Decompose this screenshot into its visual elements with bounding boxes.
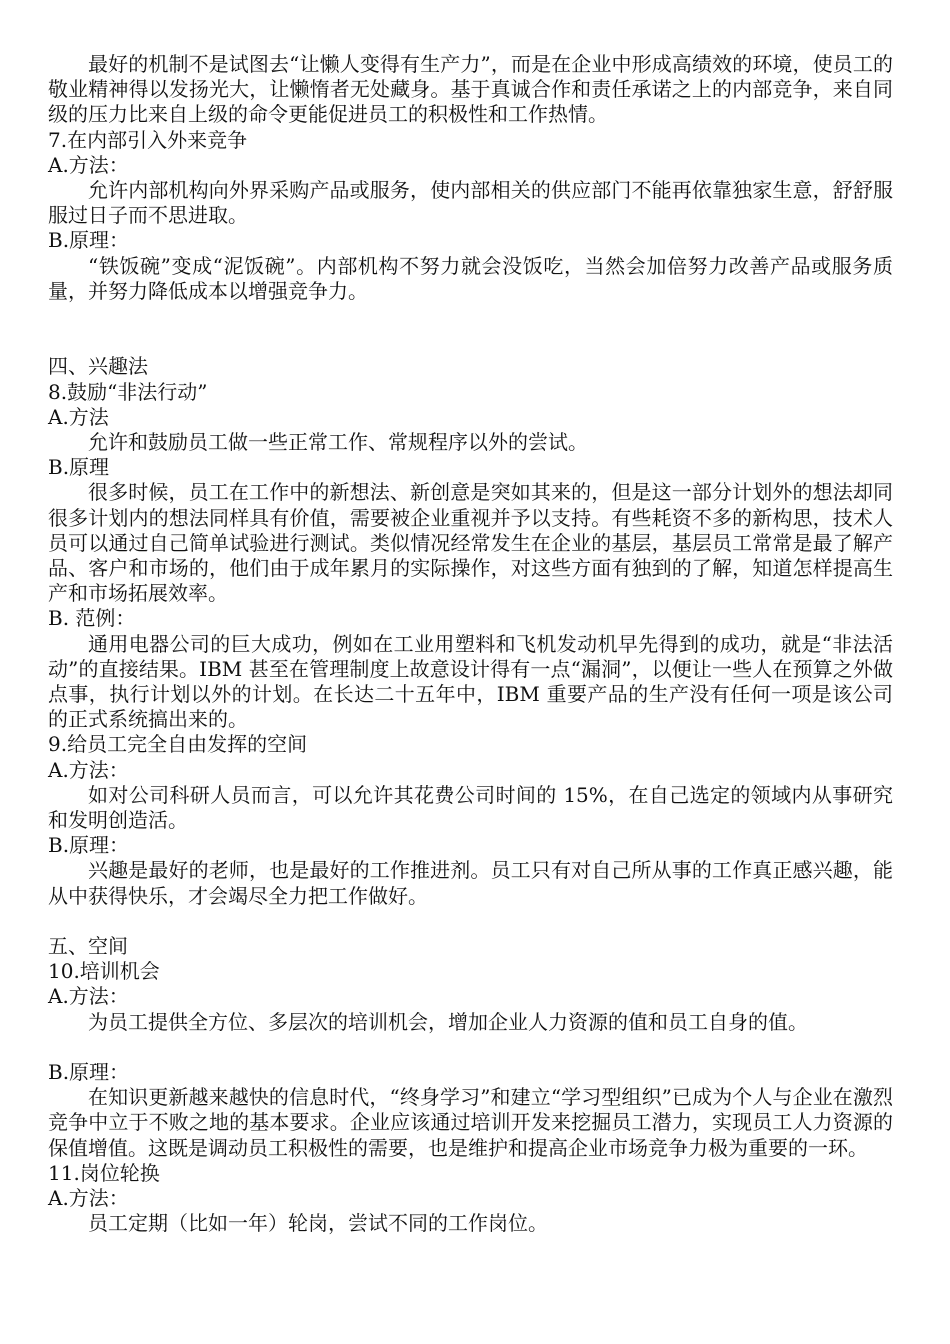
item-7-method-label: A.方法： bbox=[48, 152, 129, 177]
spacer bbox=[48, 304, 893, 354]
item-8-principle-label: B.原理 bbox=[48, 455, 110, 480]
section-4-heading: 四、兴趣法 bbox=[48, 354, 148, 379]
item-10-title: 10.培训机会 bbox=[48, 959, 160, 984]
item-9-principle-label: B.原理： bbox=[48, 833, 130, 858]
item-8-example-label: B. 范例： bbox=[48, 606, 136, 631]
item-7-principle-label: B.原理： bbox=[48, 228, 130, 253]
item-11-title: 11.岗位轮换 bbox=[48, 1160, 160, 1185]
document-page bbox=[48, 52, 893, 1237]
item-7-method-text: 允许内部机构向外界采购产品或服务，使内部相关的供应部门不能再依靠独家生意，舒舒服服过日子而不思进取。 bbox=[48, 178, 893, 228]
item-8-method-text: 允许和鼓励员工做一些正常工作、常规程序以外的尝试。 bbox=[88, 430, 588, 455]
item-7-principle-text: “铁饭碗”变成“泥饭碗”。内部机构不努力就会没饭吃，当然会加倍努力改善产品或服务质量，并努力降低成本以增强竞争力。 bbox=[48, 253, 893, 303]
spacer bbox=[48, 1035, 893, 1060]
item-8-title: 8.鼓励“非法行动” bbox=[48, 379, 208, 404]
item-7-title: 7.在内部引入外来竞争 bbox=[48, 127, 248, 152]
item-11-method-text: 员工定期（比如一年）轮岗，尝试不同的工作岗位。 bbox=[88, 1211, 548, 1236]
intro-paragraph: 最好的机制不是试图去“让懒人变得有生产力”，而是在企业中形成高绩效的环境，使员工的敬业精神得以发扬光大，让懒惰者无处藏身。基于真诚合作和责任承诺之上的内部竞争，来自同级的压力比来自上级的命令更能促进员工的积极性和工作热情。 bbox=[48, 52, 893, 127]
item-8-principle-text: 很多时候，员工在工作中的新想法、新创意是突如其来的，但是这一部分计划外的想法却同很多计划内的想法同样具有价值，需要被企业重视并予以支持。有些耗资不多的新构思，技术人员可以通过自己简单试验进行测试。类似情况经常发生在企业的基层，基层员工常常是最了解产品、客户和市场的，他们由于成年累月的实际操作，对这些方面有独到的了解，知道怎样提高生产和市场拓展效率。 bbox=[48, 480, 893, 606]
item-8-method-label: A.方法 bbox=[48, 404, 109, 429]
item-9-method-label: A.方法： bbox=[48, 757, 129, 782]
item-11-method-label: A.方法： bbox=[48, 1186, 129, 1211]
item-10-method-label: A.方法： bbox=[48, 984, 129, 1009]
item-10-method-text: 为员工提供全方位、多层次的培训机会，增加企业人力资源的值和员工自身的值。 bbox=[88, 1009, 808, 1034]
spacer bbox=[48, 909, 893, 934]
item-8-example-text: 通用电器公司的巨大成功，例如在工业用塑料和飞机发动机早先得到的成功，就是“非法活动”的直接结果。IBM 甚至在管理制度上故意设计得有一点“漏洞”，以便让一些人在预算之外做点事，执行计划以外的计划。在长达二十五年中，IBM 重要产品的生产没有任何一项是该公司的正式系统搞出来的。 bbox=[48, 631, 893, 732]
item-9-title: 9.给员工完全自由发挥的空间 bbox=[48, 732, 308, 757]
item-10-principle-text: 在知识更新越来越快的信息时代，“终身学习”和建立“学习型组织”已成为个人与企业在激烈竞争中立于不败之地的基本要求。企业应该通过培训开发来挖掘员工潜力，实现员工人力资源的保值增值。这既是调动员工积极性的需要，也是维护和提高企业市场竞争力极为重要的一环。 bbox=[48, 1085, 893, 1160]
item-10-principle-label: B.原理： bbox=[48, 1060, 130, 1085]
item-9-method-text: 如对公司科研人员而言，可以允许其花费公司时间的 15%，在自己选定的领域内从事研究和发明创造活。 bbox=[48, 782, 893, 833]
section-5-heading: 五、空间 bbox=[48, 934, 128, 959]
item-9-principle-text: 兴趣是最好的老师，也是最好的工作推进剂。员工只有对自己所从事的工作真正感兴趣，能从中获得快乐，才会竭尽全力把工作做好。 bbox=[48, 858, 893, 908]
